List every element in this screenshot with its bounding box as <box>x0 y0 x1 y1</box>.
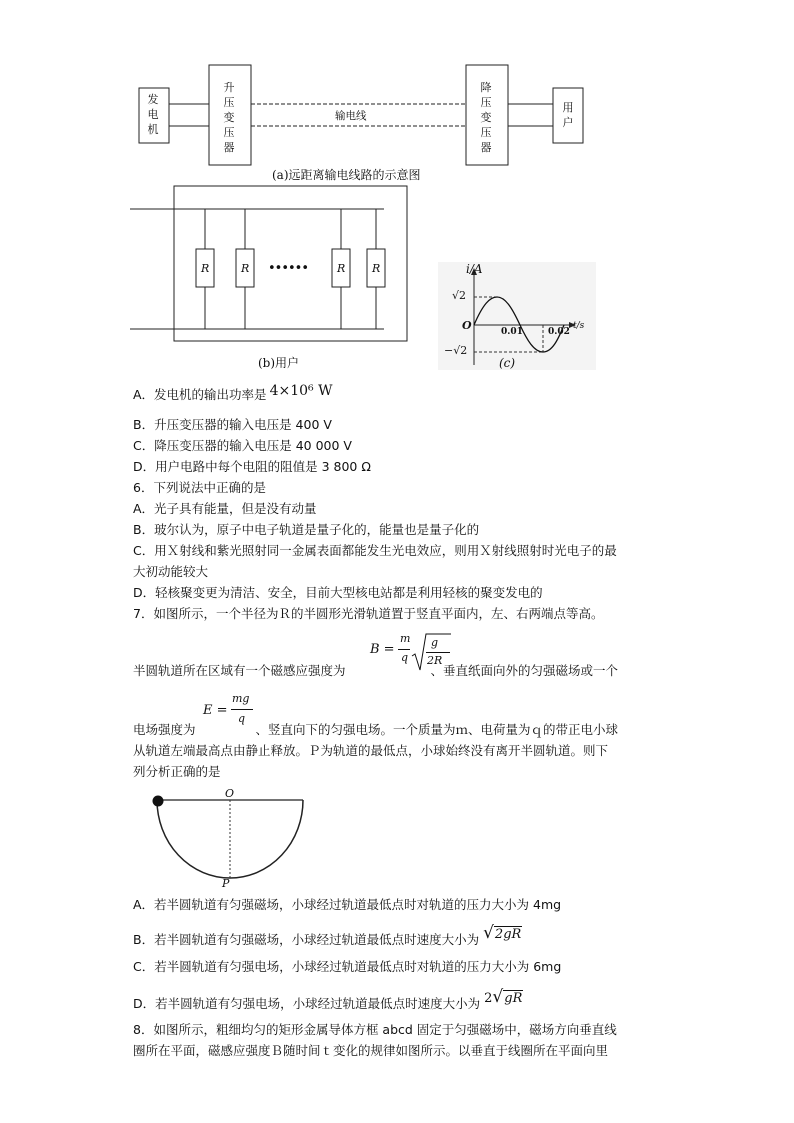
origin-label: O <box>462 319 472 332</box>
y-axis-label: i/A <box>466 262 483 276</box>
q6-option-a: A．光子具有能量，但是没有动量 <box>133 501 317 516</box>
x-tick-2: 0.02 <box>548 327 570 337</box>
q8-stem-line2: 圈所在平面，磁感应强度Ｂ随时间ｔ变化的规律如图所示。以垂直于线圈所在平面向里 <box>133 1043 609 1058</box>
step-down-label: 降压变压器 <box>480 81 492 154</box>
q6-stem: 6．下列说法中正确的是 <box>133 480 266 495</box>
line-label: 输电线 <box>335 110 367 122</box>
x-tick-1: 0.01 <box>501 327 523 337</box>
q7-option-d: D．若半圆轨道有匀强电场，小球经过轨道最低点时速度大小为 2√gR <box>133 987 523 1011</box>
q7-stem-line3: 电场强度为 、竖直向下的匀强电场。一个质量为ｍ、电荷量为ｑ的带正电小球 <box>133 722 619 737</box>
resistor-label-4: R <box>372 262 381 275</box>
resistor-label-2: R <box>241 262 250 275</box>
q7-option-a: A．若半圆轨道有匀强磁场，小球经过轨道最低点时对轨道的压力大小为 4mg <box>133 897 562 912</box>
q7-point-o-label: O <box>225 787 235 800</box>
figure-c-caption: (c) <box>499 356 516 370</box>
user-label: 用户 <box>562 101 574 129</box>
q8-stem-line1: 8．如图所示，粗细均匀的矩形金属导体方框 abcd 固定于匀强磁场中，磁场方向垂直线 <box>133 1022 617 1037</box>
q7-point-p-label: P <box>222 877 230 890</box>
q7-d-sqrt: 2√gR <box>484 987 523 1007</box>
x-axis-label: t/s <box>573 321 585 331</box>
resistor-dots: •••••• <box>268 261 309 276</box>
q6-option-c-line1: C．用Ｘ射线和紫光照射同一金属表面都能发生光电效应，则用Ｘ射线照射时光电子的最 <box>133 543 617 558</box>
semicircle-track <box>157 800 303 878</box>
q5-option-a: A．发电机的输出功率是 4×10⁶ W <box>133 383 333 402</box>
q7-stem-line5: 列分析正确的是 <box>133 764 221 779</box>
q7-stem-line2: 半圆轨道所在区域有一个磁感应强度为 、垂直纸面向外的匀强磁场或一个 <box>133 663 619 678</box>
q7-option-b: B．若半圆轨道有匀强磁场，小球经过轨道最低点时速度大小为 √2gR <box>133 923 522 947</box>
charged-ball <box>153 796 164 807</box>
q5-option-b: B．升压变压器的输入电压是 400 V <box>133 417 332 432</box>
q6-option-c-line2: 大初动能较大 <box>133 564 209 579</box>
y-max-label: √2 <box>452 289 467 302</box>
generator-label: 发电机 <box>147 93 159 136</box>
figure-a-caption: (a)远距离输电线路的示意图 <box>272 168 421 182</box>
q6-option-b: B．玻尔认为，原子中电子轨道是量子化的，能量也是量子化的 <box>133 522 480 537</box>
q7-b-sqrt: √2gR <box>483 923 522 943</box>
q7-stem-line4: 从轨道左端最高点由静止释放。Ｐ为轨道的最低点，小球始终没有离开半圆轨道。则下 <box>133 743 609 758</box>
q7-stem-line1: 7．如图所示，一个半径为Ｒ的半圆形光滑轨道置于竖直平面内，左、右两端点等高。 <box>133 606 604 621</box>
resistor-label-1: R <box>201 262 210 275</box>
q7-option-c: C．若半圆轨道有匀强电场，小球经过轨道最低点时对轨道的压力大小为 6mg <box>133 959 562 974</box>
q7-semicircle-track-figure <box>145 788 315 888</box>
step-up-label: 升压变压器 <box>223 81 235 154</box>
q5-option-c: C．降压变压器的输入电压是 40 000 V <box>133 438 352 453</box>
q5-power-value: 4×10⁶ W <box>269 383 333 399</box>
resistor-label-3: R <box>337 262 346 275</box>
y-min-label: −√2 <box>444 344 468 357</box>
q6-option-d: D．轻核聚变更为清洁、安全，目前大型核电站都是利用轻核的聚变发电的 <box>133 585 543 600</box>
figure-b-caption: (b)用户 <box>258 356 300 370</box>
q5-option-d: D．用户电路中每个电阻的阻值是 3 800 Ω <box>133 459 371 474</box>
